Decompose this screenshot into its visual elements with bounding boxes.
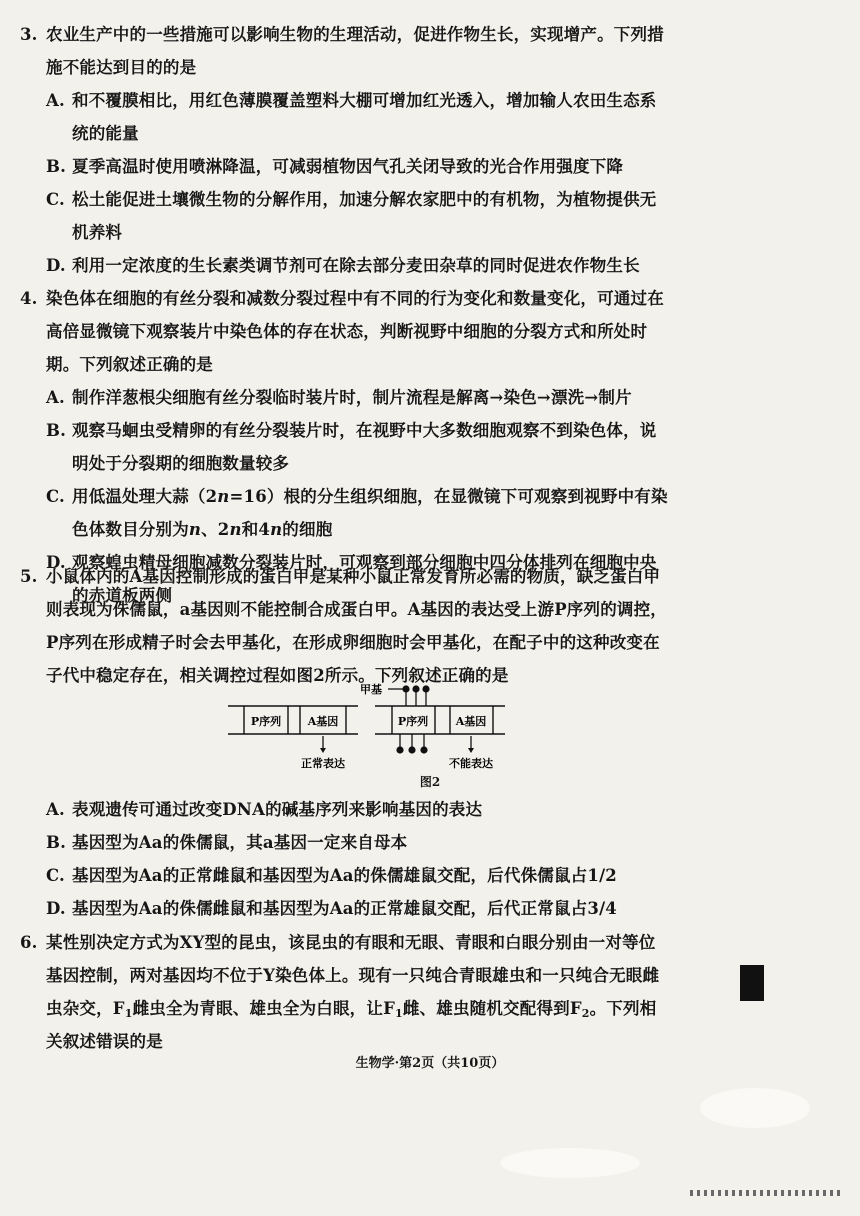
option-c[interactable]: C. 基因型为Aa的正常雌鼠和基因型为Aa的侏儒雄鼠交配，后代侏儒鼠占1/2	[46, 866, 617, 885]
question-stem-cont: 高倍显微镜下观察装片中染色体的存在状态，判断视野中细胞的分裂方式和所处时	[46, 322, 648, 341]
option-c-cont: 色体数目分别为n、2n和4n的细胞	[72, 520, 333, 539]
option-a[interactable]: A. 表观遗传可通过改变DNA的碱基序列来影响基因的表达	[46, 800, 483, 819]
normal-expression-label: 正常表达	[301, 757, 345, 770]
cannot-express-label: 不能表达	[449, 757, 493, 770]
option-d-cont: 的赤道板两侧	[72, 586, 173, 605]
methyl-group-icon	[396, 734, 427, 754]
methyl-group-icon	[402, 685, 429, 706]
unmethylated-dna	[228, 706, 358, 770]
question-number: 6.	[20, 933, 38, 952]
question-stem-cont: 关叙述错误的是	[46, 1032, 163, 1051]
a-gene-label: A基因	[307, 715, 339, 728]
question-stem: 小鼠体内的A基因控制形成的蛋白甲是某种小鼠正常发育所必需的物质，缺乏蛋白甲	[46, 567, 661, 586]
option-c-cont: 机养料	[72, 223, 123, 242]
question-stem: 某性别决定方式为XY型的昆虫，该昆虫的有眼和无眼、青眼和白眼分别由一对等位	[46, 933, 656, 952]
figure-caption: 图2	[419, 775, 441, 789]
question-stem-cont: 子代中稳定存在，相关调控过程如图2所示。下列叙述正确的是	[46, 666, 509, 685]
question-stem-cont: 施不能达到目的的是	[46, 58, 197, 77]
question-number: 5.	[20, 567, 38, 586]
watermark-smudge	[500, 1148, 640, 1178]
figure-2-diagram	[220, 680, 520, 785]
option-c[interactable]: C. 松土能促进土壤微生物的分解作用，加速分解农家肥中的有机物，为植物提供无	[46, 190, 657, 209]
scan-artifact	[690, 1190, 840, 1196]
question-5	[20, 560, 820, 692]
question-3	[20, 18, 820, 282]
question-6	[20, 926, 820, 1058]
option-c[interactable]: C. 用低温处理大蒜（2n=16）根的分生组织细胞，在显微镜下可观察到视野中有染	[46, 487, 668, 506]
question-stem: 农业生产中的一些措施可以影响生物的生理活动，促进作物生长，实现增产。下列措	[46, 25, 664, 44]
watermark-smudge	[700, 1088, 810, 1128]
question-stem-cont: P序列在形成精子时会去甲基化，在形成卵细胞时会甲基化，在配子中的这种改变在	[46, 633, 660, 652]
page-footer: 生物学·第2页（共10页）	[355, 1056, 505, 1071]
question-stem-cont: 基因控制，两对基因均不位于Y染色体上。现有一只纯合青眼雄虫和一只纯合无眼雌	[46, 966, 660, 985]
option-d[interactable]: D. 基因型为Aa的侏儒雌鼠和基因型为Aa的正常雄鼠交配，后代正常鼠占3/4	[46, 899, 617, 918]
margin-marker	[740, 965, 764, 1001]
question-number: 4.	[20, 289, 38, 308]
p-sequence-label: P序列	[250, 715, 282, 728]
question-stem-cont: 期。下列叙述正确的是	[46, 355, 213, 374]
question-stem: 染色体在细胞的有丝分裂和减数分裂过程中有不同的行为变化和数量变化，可通过在	[46, 289, 664, 308]
question-stem-cont: 则表现为侏儒鼠，a基因则不能控制合成蛋白甲。A基因的表达受上游P序列的调控，	[46, 600, 668, 619]
option-a[interactable]: A. 制作洋葱根尖细胞有丝分裂临时装片时，制片流程是解离→染色→漂洗→制片	[46, 388, 632, 407]
option-b[interactable]: B. 观察马蛔虫受精卵的有丝分裂装片时，在视野中大多数细胞观察不到染色体，说	[46, 421, 657, 440]
question-stem-cont: 虫杂交，$F_1$雌虫全为青眼、雄虫全为白眼，让$F_1$雌、雄虫随机交配得到$F_2$。下列相	[46, 999, 657, 1020]
p-sequence-label: P序列	[397, 715, 429, 728]
question-number: 3.	[20, 25, 38, 44]
option-d[interactable]: D. 利用一定浓度的生长素类调节剂可在除去部分麦田杂草的同时促进农作物生长	[46, 256, 640, 275]
option-b-cont: 明处于分裂期的细胞数量较多	[72, 454, 290, 473]
methylated-dna	[360, 682, 505, 770]
a-gene-label: A基因	[455, 715, 487, 728]
option-d[interactable]: D. 观察蝗虫精母细胞减数分裂装片时，可观察到部分细胞中四分体排列在细胞中央	[46, 553, 657, 572]
option-b[interactable]: B. 基因型为Aa的侏儒鼠，其a基因一定来自母本	[46, 833, 408, 852]
option-a-cont: 统的能量	[72, 124, 139, 143]
option-a[interactable]: A. 和不覆膜相比，用红色薄膜覆盖塑料大棚可增加红光透入，增加输人农田生态系	[46, 91, 657, 110]
option-b[interactable]: B. 夏季高温时使用喷淋降温，可减弱植物因气孔关闭导致的光合作用强度下降	[46, 157, 624, 176]
question-5-options	[20, 793, 820, 925]
methyl-label: 甲基	[360, 683, 382, 696]
